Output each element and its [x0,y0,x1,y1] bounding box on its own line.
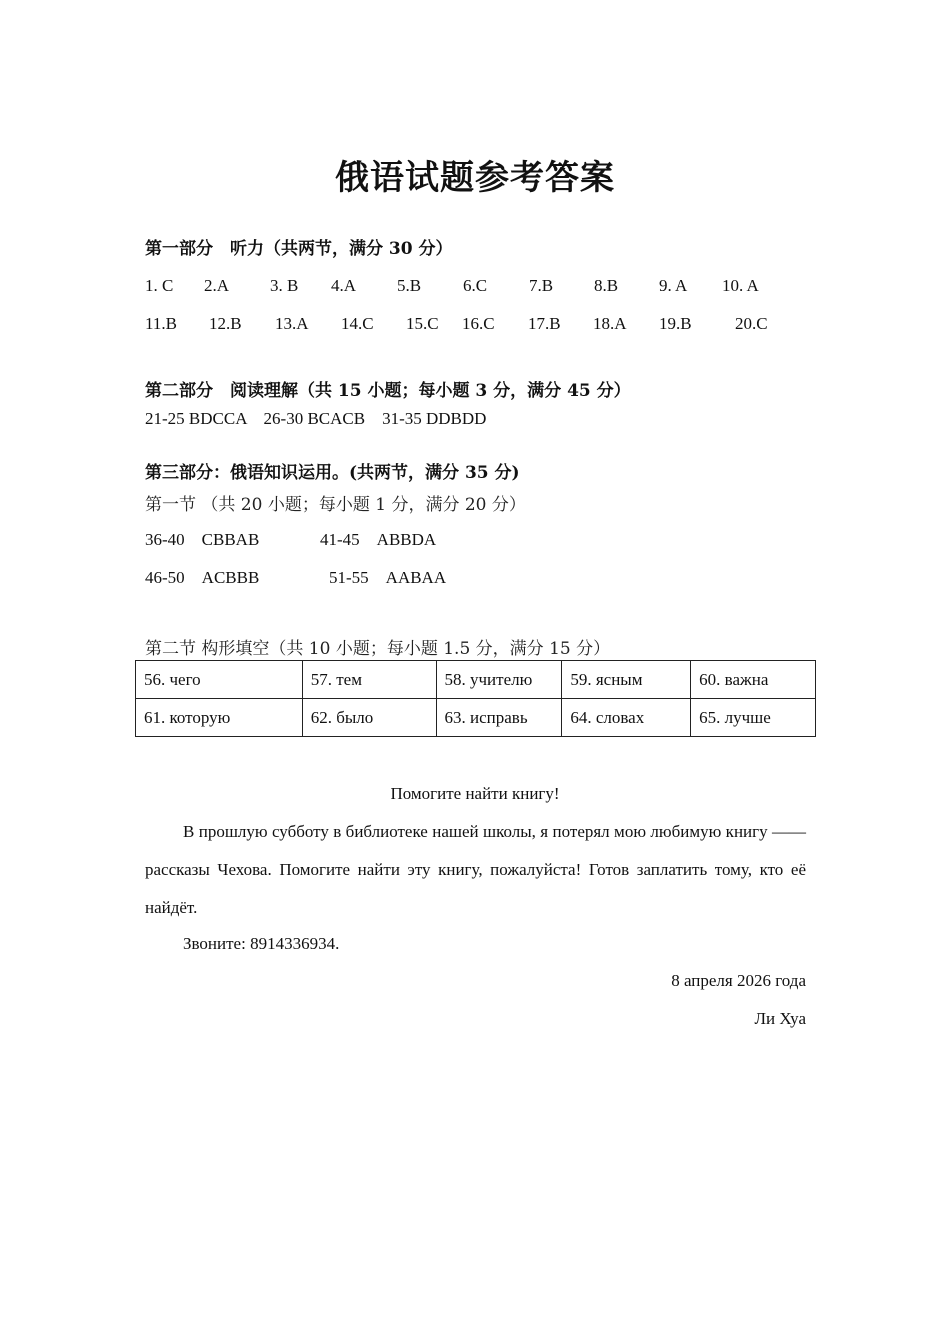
answer-15: 15.C [406,314,439,333]
table-cell: 58. учителю [436,661,562,699]
part3-heading: 第三部分：俄语知识运用。(共两节，满分 35 分) [145,463,520,483]
answer-9: 9. A [659,276,688,295]
table-cell: 62. было [302,699,436,737]
table-cell: 59. ясным [562,661,691,699]
table-cell: 57. тем [302,661,436,699]
answer-group-41-45: 41-45 ABBDA [320,530,437,549]
answer-18: 18.A [593,314,627,333]
table-cell: 65. лучше [691,699,816,737]
table-cell: 56. чего [136,661,303,699]
answer-group-46-50: 46-50 ACBBB [145,568,260,587]
part1-heading: 第一部分 听力（共两节，满分 30 分） [145,239,453,259]
answer-13: 13.A [275,314,309,333]
table-cell: 63. исправь [436,699,562,737]
notice-body: В прошлую субботу в библиотеке нашей школы, я потерял мою любимую книгу —— рассказы Чехова. Помогите найти эту книгу, пожалуйста! Готов заплатить тому, кто её найдёт. [145,822,806,917]
table-row [136,661,816,699]
answer-7: 7.B [529,276,554,295]
part3-section2-heading: 第二节 构形填空（共 10 小题；每小题 1.5 分，满分 15 分） [145,639,611,659]
answer-group-51-55: 51-55 AABAA [329,568,447,587]
table-cell: 60. важна [691,661,816,699]
table-row [136,699,816,737]
part2-answers: 21-25 BDCCA 26-30 BCACB 31-35 DDBDD [145,409,487,428]
answer-17: 17.B [528,314,561,333]
answer-6: 6.C [463,276,488,295]
answer-group-36-40: 36-40 CBBAB [145,530,260,549]
part3-section1-heading: 第一节 （共 20 小题；每小题 1 分，满分 20 分） [145,495,526,515]
notice-title: Помогите найти книгу! [390,784,560,803]
table-cell: 61. которую [136,699,303,737]
answer-4: 4.A [331,276,357,295]
answer-14: 14.C [341,314,374,333]
page-title: 俄语试题参考答案 [335,158,615,198]
notice-contact: Звоните: 8914336934. [183,934,340,953]
answer-2: 2.A [204,276,230,295]
answer-8: 8.B [594,276,619,295]
answer-1: 1. C [145,276,174,295]
answer-12: 12.B [209,314,242,333]
answer-5: 5.B [397,276,422,295]
notice-date: 8 апреля 2026 года [671,971,806,990]
word-form-answer-table [135,660,816,737]
notice-signature: Ли Хуа [754,1009,806,1028]
answer-16: 16.C [462,314,495,333]
table-cell: 64. словах [562,699,691,737]
answer-10: 10. A [722,276,759,295]
answer-20: 20.C [735,314,768,333]
answer-11: 11.B [145,314,177,333]
part2-heading: 第二部分 阅读理解（共 15 小题；每小题 3 分，满分 45 分） [145,381,631,401]
answer-3: 3. B [270,276,299,295]
answer-19: 19.B [659,314,692,333]
